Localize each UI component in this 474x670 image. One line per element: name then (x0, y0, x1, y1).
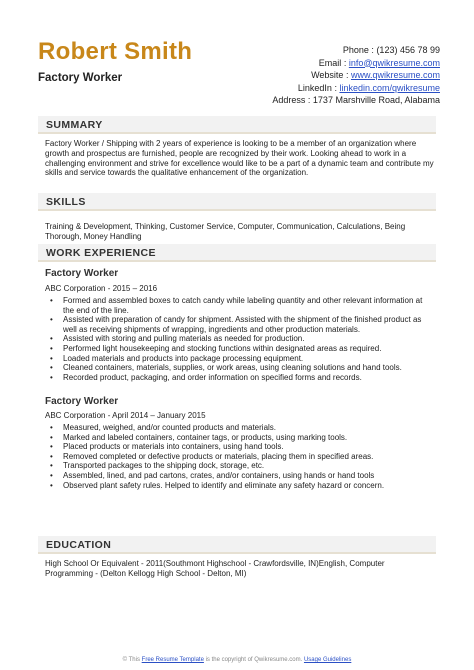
footer-middle: is the copyright of Qwikresume.com. (205, 657, 303, 663)
contact-email: Email : info@qwikresume.com (318, 57, 440, 68)
list-item: • Placed products or materials into containers, using hand tools. (50, 442, 430, 452)
list-item: • Loaded materials and products into package processing equipment. (50, 354, 430, 364)
linkedin-link[interactable]: linkedin.com/qwikresume (339, 82, 440, 93)
address-label: Address (272, 95, 306, 105)
footer-guidelines-link[interactable]: Usage Guidelines (303, 657, 352, 663)
list-item: • Performed light housekeeping and stocking functions within designated areas as required. (50, 344, 430, 354)
list-item: • Marked and labeled containers, container tags, or products, using marking tools. (50, 433, 430, 443)
email-link[interactable]: info@qwikresume.com (348, 57, 440, 68)
list-item: • Cleaned containers, materials, supplies, or work areas, using cleaning solutions and hand tools. (50, 363, 430, 373)
education-heading: EDUCATION (46, 539, 112, 551)
list-item: • Measured, weighed, and/or counted products and materials. (50, 423, 430, 433)
linkedin-label: LinkedIn (297, 82, 332, 93)
address-value: 1737 Marshville Road, Alabama (312, 95, 440, 105)
skills-heading: SKILLS (46, 196, 86, 208)
job-company: ABC Corporation - April 2014 – January 2015 (45, 411, 206, 420)
education-heading-bar (38, 536, 436, 554)
resume-header (38, 38, 440, 108)
experience-heading: WORK EXPERIENCE (46, 247, 156, 259)
contact-website: Website : www.qwikresume.com (311, 70, 440, 80)
skills-text: Training & Development, Thinking, Customer Service, Computer, Communication, Calculations, Being Thorough, Money Handling (45, 222, 406, 241)
contact-address: Address : 1737 Marshville Road, Alabama (272, 95, 440, 105)
contact-phone: Phone : (123) 456 78 99 (342, 45, 440, 55)
list-item: • Assisted with storing and pulling materials as needed for production. (50, 334, 430, 344)
list-item: • Removed completed or defective products or materials, placing them in specified areas. (50, 452, 430, 462)
summary-heading-bar (38, 116, 436, 134)
footer (0, 657, 474, 663)
candidate-name: Robert Smith (38, 38, 193, 65)
list-item: • Assembled, lined, and pad cartons, crates, and/or containers, using hands or hand tools (50, 471, 430, 481)
list-item: • Assisted with preparation of candy for shipment. Assisted with the shipment of the finished product as well as receiving shipments of wrapping, ingredients and other production materials. (50, 315, 430, 334)
website-label: Website (311, 70, 344, 80)
experience-heading-bar (38, 244, 436, 262)
phone-value: (123) 456 78 99 (376, 45, 440, 55)
email-label: Email (318, 57, 342, 68)
job-company: ABC Corporation - 2015 – 2016 (45, 284, 158, 293)
website-link[interactable]: www.qwikresume.com (350, 70, 440, 80)
list-item: • Observed plant safety rules. Helped to identify and eliminate any safety hazard or concern. (50, 481, 430, 491)
summary-heading: SUMMARY (46, 119, 103, 131)
summary-text: Factory Worker / Shipping with 2 years of experience is looking to be a member of an organization where growth and prospectus are furnished, people are recognized by their work. Looking ahead to work in a challenging environment and strive for excellence would like to be a part of a dynamic team and contribute my skills and service towards the qualitative enhancement of the organization. (45, 139, 434, 178)
footer-prefix: © This (122, 657, 140, 663)
list-item: • Formed and assembled boxes to catch candy while labeling quantity and other relevant information at the end of the line. (50, 296, 430, 315)
job-title: Factory Worker (45, 396, 119, 407)
job-bullets (50, 423, 430, 490)
skills-heading-bar (38, 193, 436, 211)
job-title: Factory Worker (45, 268, 119, 279)
contact-linkedin: LinkedIn : linkedin.com/qwikresume (297, 82, 440, 93)
list-item: • Recorded product, packaging, and order information on specified forms and records. (50, 373, 430, 383)
phone-label: Phone (342, 45, 369, 55)
candidate-title: Factory Worker (38, 72, 123, 84)
education-text: High School Or Equivalent - 2011(Southmont Highschool - Crawfordsville, IN)English, Computer Programming - (Delton Kellogg High School - Delton, MI) (45, 559, 385, 578)
contact-block (272, 44, 440, 107)
list-item: • Transported packages to the shipping dock, storage, etc. (50, 461, 430, 471)
job-bullets (50, 296, 430, 382)
footer-template-link[interactable]: Free Resume Template (141, 657, 204, 663)
